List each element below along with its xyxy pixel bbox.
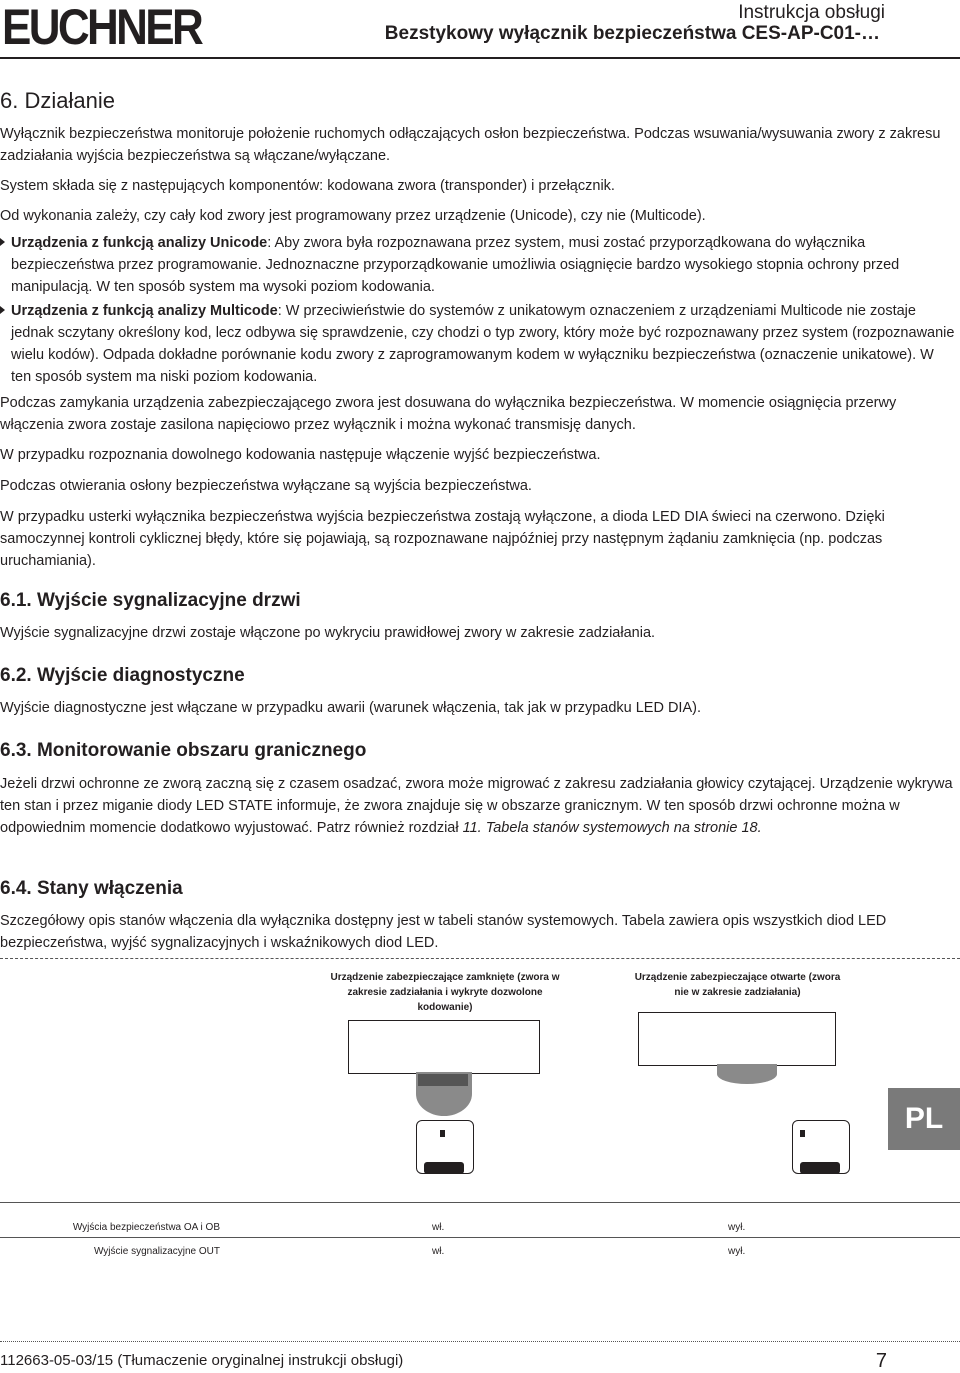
section-6-1-text: Wyjście sygnalizacyjne drzwi zostaje włączone po wykryciu prawidłowej zwory w zakresie zadziałania. — [0, 625, 656, 641]
bullet-unicode — [11, 232, 956, 298]
bullet-arrow-icon — [0, 238, 5, 246]
section-6-2-text: Wyjście diagnostyczne jest włączane w przypadku awarii (warunek włączenia, tak jak w przypadku LED DIA). — [0, 700, 701, 716]
figure-top-rule — [0, 958, 960, 959]
figure-caption-open: Urządzenie zabezpieczające otwarte (zwora nie w zakresie zadziałania) — [634, 972, 841, 998]
table-cell-closed: wł. — [432, 1246, 445, 1257]
bullet-multicode-text: : W przeciwieństwie do systemów z unikatowym oznaczeniem z urządzeniami Multicode nie zostaje jednak sczytany określony kod, lecz odbywa się sprawdzenie, czy chodzi o typ zwory, który może być rozpoznawany przez system (rozpoznawanie wielu kodów). Odpada dokładne porównanie kodu zwory z zaprogramowanym kodem w wyłączniku bezpieczeństwa (oznaczenie unikatowe). W ten sposób system ma niski poziom kodowania. — [11, 303, 955, 385]
table-row-label: Wyjścia bezpieczeństwa OA i OB — [72, 1222, 220, 1233]
section-6-3-title: 6.3. Monitorowanie obszaru granicznego — [0, 740, 367, 761]
section-6-paragraph-7: W przypadku usterki wyłącznika bezpieczeństwa wyjścia bezpieczeństwa zostają wyłączone, a dioda LED DIA świeci na czerwono. Dzięki samoczynnej kontroli cyklicznej błędy, które się pojawiają, są rozpoznawane najpóźniej przy następnym żądaniu zamknięcia (np. podczas uruchamiania). — [0, 509, 885, 569]
figure-bottom-rule — [0, 1202, 960, 1203]
section-6-3-body: Jeżeli drzwi ochronne ze zworą zaczną się z czasem osadzać, zwora może migrować z zakresu zadziałania głowicy czytającej. Urządzenie wykrywa ten stan i przez miganie diody LED STATE informuje, że zwora znajduje się w obszarze granicznym. W ten sposób drzwi ochronne można w odpowiednim momencie dodatkowo wyjustować. Patrz również rozdział — [0, 776, 953, 836]
header-rule — [0, 57, 960, 59]
closed-device-illustration — [326, 1020, 564, 1192]
section-6-paragraph-2: System składa się z następujących komponentów: kodowana zwora (transponder) i przełącznik. — [0, 178, 615, 194]
section-6-paragraph-3: Od wykonania zależy, czy cały kod zwory jest programowany przez urządzenie (Unicode), czy nie (Multicode). — [0, 208, 706, 224]
section-6-4-text: Szczegółowy opis stanów włączenia dla wyłącznika dostępny jest w tabeli stanów systemowych. Tabela zawiera opis wszystkich diod LED bezpieczeństwa, wyjść sygnalizacyjnych i wskaźnikowych diod LED. — [0, 913, 887, 951]
switch-base — [424, 1162, 464, 1174]
euchner-logo: EUCHNER — [2, 0, 202, 55]
table-cell-open: wył. — [728, 1246, 746, 1257]
language-tab: PL — [888, 1088, 960, 1150]
actuator-dome — [717, 1064, 777, 1084]
led-indicator — [800, 1130, 805, 1137]
bullet-multicode — [11, 300, 956, 388]
section-6-paragraph-6: Podczas otwierania osłony bezpieczeństwa wyłączane są wyjścia bezpieczeństwa. — [0, 478, 532, 494]
section-6-paragraph-5: W przypadku rozpoznania dowolnego kodowania następuje włączenie wyjść bezpieczeństwa. — [0, 447, 601, 463]
open-device-illustration — [632, 1010, 852, 1192]
section-6-3-text — [0, 773, 956, 839]
footer-rule — [0, 1341, 960, 1342]
door-frame — [638, 1012, 836, 1066]
header-doc-type: Instrukcja obsługi — [738, 2, 885, 23]
section-6-1-title: 6.1. Wyjście sygnalizacyjne drzwi — [0, 590, 301, 611]
switch-base — [800, 1162, 840, 1174]
section-6-paragraph-4: Podczas zamykania urządzenia zabezpieczającego zwora jest dosuwana do wyłącznika bezpieczeństwa. W momencie osiągnięcia przerwy włączenia zwora zostaje zasilona napięciowo przez wyłącznik i można wykonać transmisję danych. — [0, 395, 897, 433]
table-row-label: Wyjście sygnalizacyjne OUT — [93, 1246, 220, 1257]
footer-document-id: 112663-05-03/15 (Tłumaczenie oryginalnej instrukcji obsługi) — [0, 1352, 404, 1369]
led-indicator — [440, 1130, 445, 1137]
section-6-title: 6. Działanie — [0, 88, 115, 113]
table-divider — [0, 1237, 960, 1238]
section-6-4-title: 6.4. Stany włączenia — [0, 878, 183, 899]
table-cell-closed: wł. — [432, 1222, 445, 1233]
section-6-paragraph-1: Wyłącznik bezpieczeństwa monitoruje położenie ruchomych odłączających osłon bezpieczeństwa. Podczas wsuwania/wysuwania zwory z zakresu zadziałania wyjścia bezpieczeństwa są włączane/wyłączane. — [0, 126, 941, 164]
table-cell-open: wył. — [728, 1222, 746, 1233]
bullet-arrow-icon — [0, 306, 5, 314]
bullet-unicode-text: : Aby zwora była rozpoznawana przez system, musi zostać przyporządkowana do wyłącznika bezpieczeństwa przez programowanie. Jednoznaczne przyporządkowanie umożliwia osiągnięcie bardzo wysokiego stopnia ochrony przed manipulacją. W ten sposób system ma wysoki poziom kodowania. — [11, 235, 900, 295]
header-product-title: Bezstykowy wyłącznik bezpieczeństwa CES-AP-C01-… — [384, 23, 880, 44]
section-6-2-title: 6.2. Wyjście diagnostyczne — [0, 665, 245, 686]
section-6-3-crossref: 11. Tabela stanów systemowych na stronie 18. — [462, 820, 762, 836]
figure-caption-closed: Urządzenie zabezpieczające zamknięte (zwora w zakresie zadziałania i wykryte dozwolone kodowanie) — [330, 972, 560, 1013]
actuator-cap — [418, 1074, 468, 1086]
page-number: 7 — [875, 1350, 887, 1372]
bullet-multicode-title: Urządzenia z funkcją analizy Multicode — [11, 303, 278, 319]
door-frame — [348, 1020, 540, 1074]
bullet-unicode-title: Urządzenia z funkcją analizy Unicode — [11, 235, 268, 251]
